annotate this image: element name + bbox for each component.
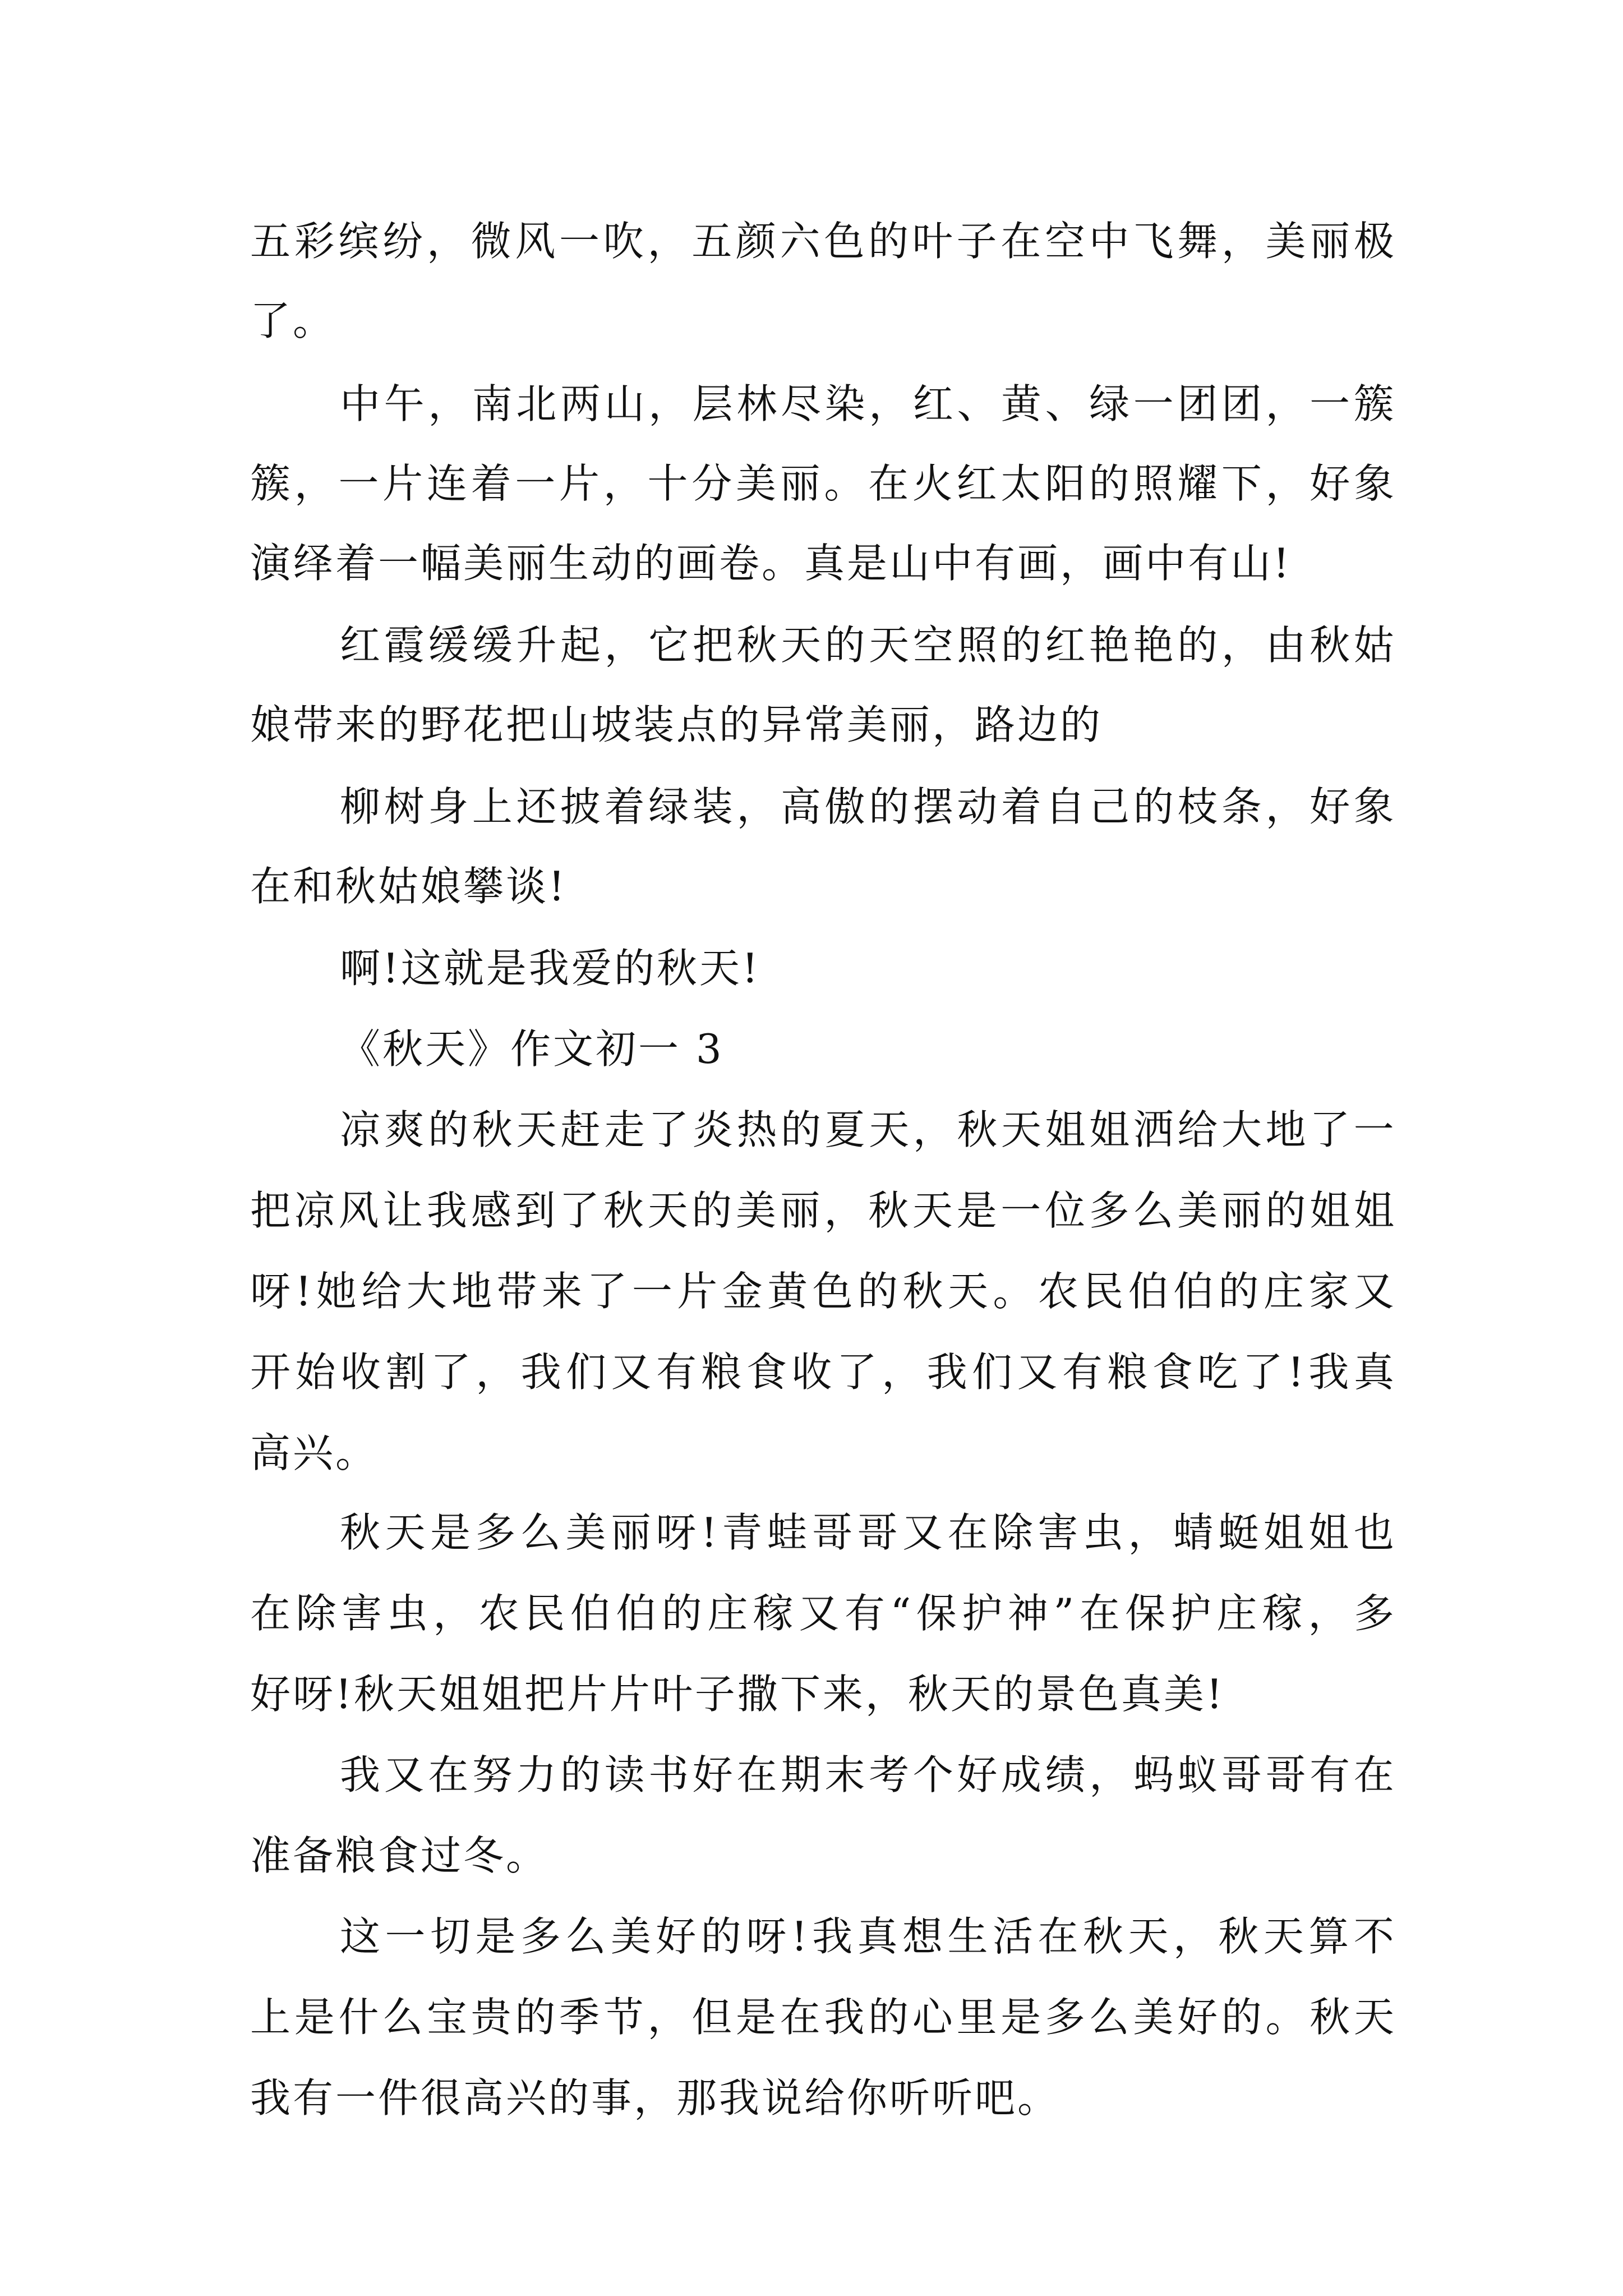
text-line: 簇 ， 一 片 连 着 一 片 ， 十 分 美 丽 。 在 火 红 太 阳 的 照 耀 下 ， 好 象 <box>250 460 1394 507</box>
text-line: 我 又 在 努 力 的 读 书 好 在 期 末 考 个 好 成 绩 ， 蚂 蚁 哥 哥 有 在 <box>340 1751 1394 1798</box>
text-line: 在和秋姑娘攀谈! <box>250 863 567 910</box>
text-line: 了。 <box>250 297 336 344</box>
text-line: 红 霞 缓 缓 升 起 ， 它 把 秋 天 的 天 空 照 的 红 艳 艳 的 ， 由 秋 姑 <box>340 622 1394 669</box>
text-line: 开 始 收 割 了 ， 我 们 又 有 粮 食 收 了 ， 我 们 又 有 粮 食 吃 了 ! 我 真 <box>250 1349 1394 1396</box>
text-line: 把 凉 风 让 我 感 到 了 秋 天 的 美 丽 ， 秋 天 是 一 位 多 么 美 丽 的 姐 姐 <box>250 1187 1394 1234</box>
text-line: 我有一件很高兴的事，那我说给你听听吧。 <box>250 2074 1061 2122</box>
text-line: 上 是 什 么 宝 贵 的 季 节 ， 但 是 在 我 的 心 里 是 多 么 美 好 的 。 秋 天 <box>250 1994 1394 2041</box>
text-line: 高兴。 <box>250 1429 379 1476</box>
section-heading: 《秋天》作文初一 3 <box>340 1025 724 1073</box>
text-line: 这 一 切 是 多 么 美 好 的 呀 ! 我 真 想 生 活 在 秋 天 ， 秋 天 算 不 <box>340 1913 1394 1960</box>
text-line: 在 除 害 虫 ， 农 民 伯 伯 的 庄 稼 又 有 “ 保 护 神 ” 在 保 护 庄 稼 ， 多 <box>250 1590 1394 1637</box>
text-line: 凉 爽 的 秋 天 赶 走 了 炎 热 的 夏 天 ， 秋 天 姐 姐 洒 给 大 地 了 一 <box>340 1106 1394 1153</box>
text-line: 娘带来的野花把山坡装点的异常美丽，路边的 <box>250 701 1103 748</box>
text-line: 准备粮食过冬。 <box>250 1832 549 1879</box>
text-line: 演绎着一幅美丽生动的画卷。真是山中有画，画中有山! <box>250 540 1292 587</box>
text-line: 秋 天 是 多 么 美 丽 呀 ! 青 蛙 哥 哥 又 在 除 害 虫 ， 蜻 蜓 姐 姐 也 <box>340 1509 1394 1556</box>
text-line: 柳 树 身 上 还 披 着 绿 装 ， 高 傲 的 摆 动 着 自 己 的 枝 条 ， 好 象 <box>340 783 1394 830</box>
text-line: 中 午 ， 南 北 两 山 ， 层 林 尽 染 ， 红 、 黄 、 绿 一 团 团 ， 一 簇 <box>340 380 1394 427</box>
text-line: 啊!这就是我爱的秋天! <box>340 945 760 992</box>
text-line: 好呀!秋天姐姐把片片叶子撒下来，秋天的景色真美! <box>250 1671 1225 1718</box>
text-line: 五 彩 缤 纷 ， 微 风 一 吹 ， 五 颜 六 色 的 叶 子 在 空 中 飞 舞 ， 美 丽 极 <box>250 218 1394 265</box>
text-line: 呀 ! 她 给 大 地 带 来 了 一 片 金 黄 色 的 秋 天 。 农 民 伯 伯 的 庄 家 又 <box>250 1268 1394 1315</box>
